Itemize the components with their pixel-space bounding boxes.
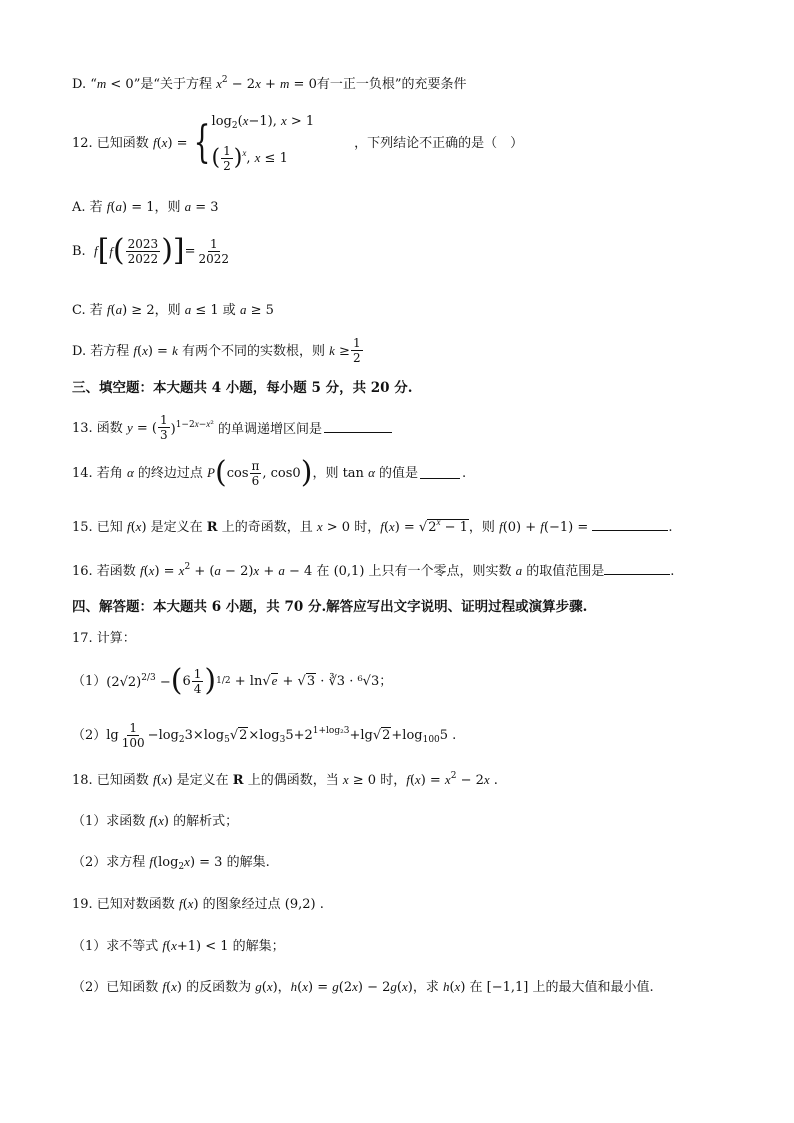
q12-option-b: B. f [ f ( $\frac{2023}{2022}$ ) ] = $\frac{1}{2022}$ — [72, 233, 230, 268]
q15: 15. 已知 f(x) 是定义在 R 上的奇函数，且 x > 0 时，$f(x) = √2^x - 1$，则 f(0) + f(−1) = . — [72, 517, 673, 535]
q14: 14. 若角 α 的终边过点 P ( cos $\frac{\pi}{6}$ , cos0 ) ，则 tan α 的值是 . — [72, 455, 467, 490]
q18-part1: （1）求函数 f(x) 的解析式； — [72, 813, 239, 829]
q16: 16. 若函数 $f(x) = x^2 + (a - 2)x + a - 4$ 在 (0,1) 上只有一个零点，则实数 a 的取值范围是 . — [72, 562, 675, 579]
q18-part2: （2）求方程 $f(\log_2x) = 3$ 的解集. — [72, 854, 270, 872]
q11-option-d: D. “m < 0”是“关于方程 $x^2 - 2x + m = 0$有一正一负根”的充要条件 — [72, 75, 467, 92]
q12-option-a: A. 若 f(a) = 1，则 a = 3 — [72, 199, 219, 215]
q19-part2: （2）已知函数 f(x) 的反函数为 g(x)，h(x) = g(2x) − 2g(x)，求 h(x) 在 [−1,1] 上的最大值和最小值. — [72, 979, 654, 995]
section-4-heading: 四、解答题：本大题共 6 小题，共 70 分.解答应写出文字说明、证明过程或演算步骤. — [72, 599, 588, 615]
q13: 13. 函数 y = ( $\frac{1}{3}$ )$^{1-2x-x^2}$ 的单调递增区间是 — [72, 414, 392, 441]
q17-title: 17. 计算： — [72, 631, 136, 646]
q12-option-c: C. 若 f(a) ≥ 2，则 a ≤ 1 或 a ≥ 5 — [72, 302, 274, 318]
q12-option-d: D. 若方程 f(x) = k 有两个不同的实数根，则 k ≥ $\frac{1}{2}$ — [72, 336, 361, 365]
q17-part2: （2）lg $\frac{1}{100}$ $-\log_23\times\log_5√2\times\log_35+2^{1+log_23}+\lg√2+\log_{100}5$ . — [72, 721, 457, 750]
q12-stem: 12. 已知函数 f(x) = { $\log_2(x-1)$, x > 1 ( $\frac{1}{2}$ )$^x$, x ≤ 1 ，下列结论不正确的是（ ） — [72, 113, 524, 173]
section-3-heading: 三、填空题：本大题共 4 小题，每小题 5 分，共 20 分. — [72, 380, 413, 396]
q19: 19. 已知对数函数 f(x) 的图象经过点 (9,2) . — [72, 896, 324, 912]
q18: 18. 已知函数 f(x) 是定义在 R 上的偶函数，当 x ≥ 0 时，$f(x) = x^2 - 2x$ . — [72, 771, 498, 788]
q19-part1: （1）求不等式 f(x+1) < 1 的解集； — [72, 938, 285, 954]
q17-part1: （1） $(2√2)^{2/3}$ − ( 6 $\frac{1}{4}$ ) 1/2 + ln√e + √3 · ∛3 · ⁶√3； — [72, 663, 393, 698]
